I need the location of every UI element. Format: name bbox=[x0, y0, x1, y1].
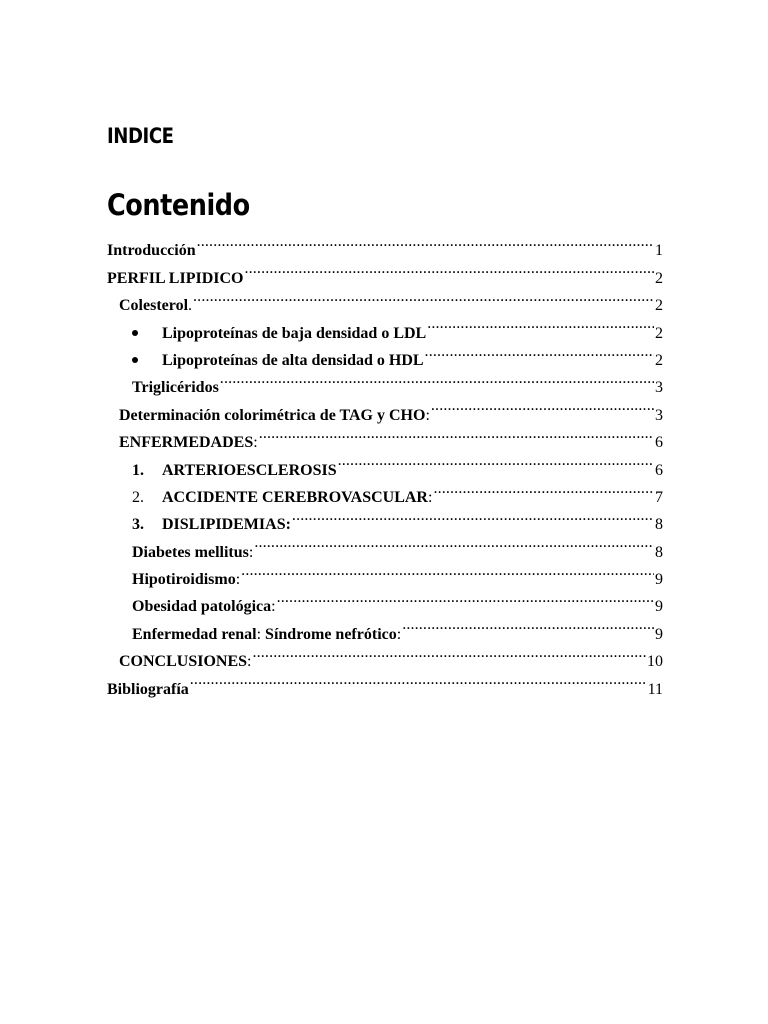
dot-leader bbox=[190, 666, 647, 693]
toc-entry-title: Determinación colorimétrica de TAG y CHO bbox=[119, 406, 426, 424]
toc-entry-page-number: 2 bbox=[655, 324, 663, 342]
dot-leader bbox=[292, 502, 654, 529]
dot-leader bbox=[402, 611, 654, 638]
toc-entry-page-number: 9 bbox=[655, 625, 663, 643]
toc-entry-title: ACCIDENTE CEREBROVASCULAR bbox=[162, 488, 428, 506]
toc-entry-title: Bibliografía bbox=[107, 680, 189, 698]
toc-entry-page-number: 11 bbox=[647, 680, 663, 698]
toc-entry-title: Diabetes mellitus bbox=[132, 543, 249, 561]
dot-leader bbox=[425, 338, 654, 365]
dot-leader bbox=[241, 557, 654, 584]
toc-entry-suffix: : bbox=[248, 543, 254, 561]
toc-entry-page-number: 8 bbox=[655, 516, 663, 534]
toc-entry-page-number: 2 bbox=[655, 297, 663, 315]
bullet-icon bbox=[132, 357, 138, 363]
toc-entry-suffix: : bbox=[247, 653, 252, 671]
dot-leader bbox=[197, 228, 654, 255]
toc-entry-page-number: 2 bbox=[655, 269, 663, 287]
toc-entry-suffix: : bbox=[427, 488, 433, 506]
toc-entry-page-number: 2 bbox=[655, 351, 663, 369]
toc-entry-page-number: 10 bbox=[647, 653, 663, 671]
toc-entry-suffix: : bbox=[235, 571, 241, 589]
dot-leader bbox=[252, 639, 646, 666]
dot-leader bbox=[220, 365, 654, 392]
dot-leader bbox=[433, 475, 654, 502]
toc-entry-title: CONCLUSIONES bbox=[119, 653, 248, 671]
toc-entry-title: DISLIPIDEMIAS: bbox=[162, 516, 291, 534]
bullet-icon bbox=[132, 330, 138, 336]
toc-entry-suffix: : bbox=[396, 625, 402, 643]
dot-leader bbox=[427, 310, 654, 337]
toc-entry-title: Lipoproteínas de alta densidad o HDL bbox=[162, 351, 424, 369]
toc-entry-page-number: 7 bbox=[655, 488, 663, 506]
toc-entry-number: 2. bbox=[132, 488, 144, 506]
toc-entry-title: Triglicéridos bbox=[132, 379, 219, 397]
toc-entry-title: ARTERIOESCLEROSIS bbox=[162, 461, 337, 479]
dot-leader bbox=[244, 255, 654, 282]
indice-heading: INDICE bbox=[107, 124, 174, 148]
toc-entry-introduccion[interactable] bbox=[107, 228, 663, 260]
toc-entry-bibliografia[interactable] bbox=[107, 666, 663, 698]
dot-leader bbox=[338, 447, 654, 474]
toc-entry-title: Introducción bbox=[107, 242, 196, 260]
dot-leader bbox=[277, 584, 654, 611]
toc-entry-title: Obesidad patológica bbox=[132, 598, 272, 616]
dot-leader bbox=[254, 529, 654, 556]
toc-entry-page-number: 3 bbox=[655, 406, 663, 424]
toc-entry-number: 1. bbox=[132, 461, 144, 479]
toc-entry-subtitle: Síndrome nefrótico bbox=[265, 625, 397, 643]
toc-entry-title: PERFIL LIPIDICO bbox=[107, 269, 244, 287]
dot-leader bbox=[259, 420, 654, 447]
toc-entry-number: 3. bbox=[132, 516, 144, 534]
toc-entry-title: Lipoproteínas de baja densidad o LDL bbox=[162, 324, 427, 342]
toc-entry-page-number: 8 bbox=[655, 543, 663, 561]
toc-entry-title: Enfermedad renal bbox=[132, 625, 257, 643]
toc-entry-suffix: : bbox=[256, 625, 266, 643]
toc-entry-page-number: 6 bbox=[655, 434, 663, 452]
toc-entry-suffix: . bbox=[188, 297, 193, 315]
toc-entry-suffix: : bbox=[425, 406, 430, 424]
toc-entry-title: ENFERMEDADES bbox=[119, 434, 254, 452]
dot-leader bbox=[431, 392, 654, 419]
toc-entry-suffix: : bbox=[271, 598, 276, 616]
toc-entry-page-number: 1 bbox=[655, 242, 663, 260]
toc-entry-page-number: 9 bbox=[655, 598, 663, 616]
toc-entry-title: Hipotiroidismo bbox=[132, 571, 236, 589]
toc-entry-suffix: : bbox=[253, 434, 258, 452]
contenido-heading: Contenido bbox=[107, 188, 250, 222]
toc-entry-page-number: 3 bbox=[655, 379, 663, 397]
toc-entry-page-number: 6 bbox=[655, 461, 663, 479]
dot-leader bbox=[193, 283, 654, 310]
table-of-contents bbox=[107, 228, 663, 698]
toc-entry-title: Colesterol bbox=[119, 297, 189, 315]
toc-entry-page-number: 9 bbox=[655, 571, 663, 589]
